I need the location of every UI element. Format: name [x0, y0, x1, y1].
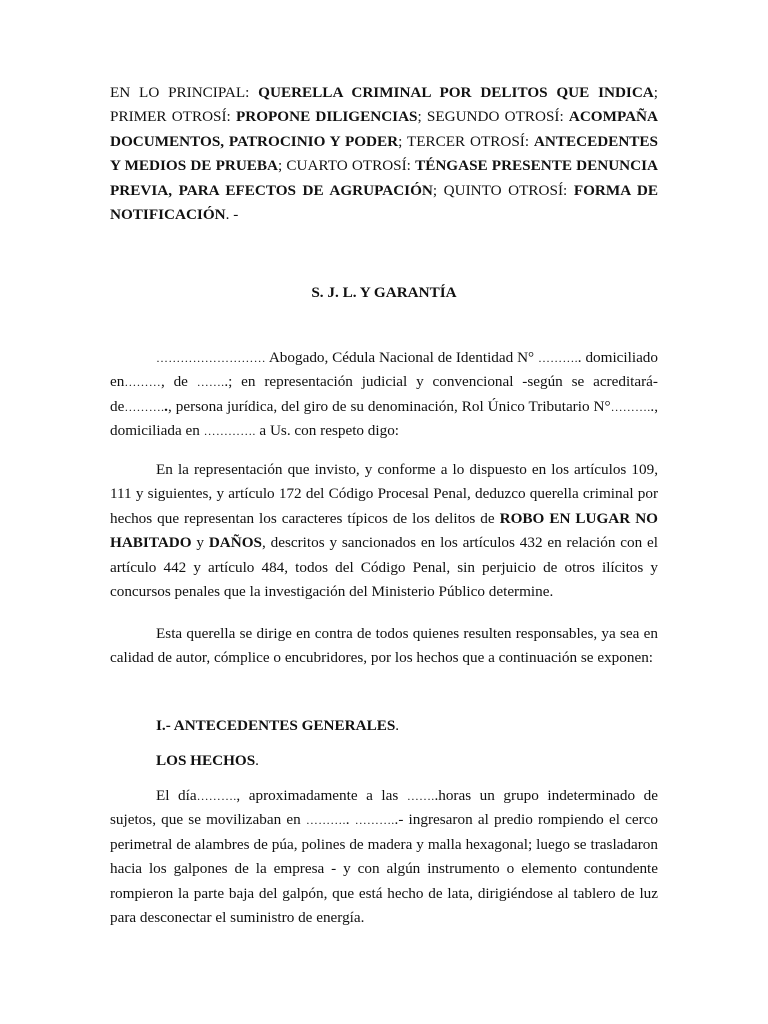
- summa-run: FORMA DE NOTIFICACIÓN: [110, 181, 659, 224]
- heading2-run: .: [255, 752, 259, 769]
- intro-run: …….: [196, 375, 225, 390]
- intro-run: ……….: [537, 351, 578, 365]
- summa-run: ACOMPAÑA DOCUMENTOS, PATROCINIO Y PODER: [110, 108, 658, 150]
- para4-run: El día: [156, 787, 197, 804]
- intro-run: a Us. con respeto digo:: [255, 422, 400, 440]
- para2-run: En la representación que invisto, y conforme a lo dispuesto en los artículos 109, 111 y siguientes, y artículo 172 del Código Procesal Penal, deduzco querella criminal por hechos que representan los caracteres típicos de los delitos de: [110, 461, 658, 527]
- section-heading-antecedentes: [110, 714, 658, 738]
- para2-run: DAÑOS: [208, 534, 262, 552]
- summa-run: ; TERCER OTROSÍ:: [398, 132, 534, 150]
- para4-run: …….: [406, 789, 435, 803]
- legal-basis-paragraph: [110, 458, 658, 604]
- intro-run: , persona jurídica, del giro de su denominación, Rol Único Tributario N°: [167, 397, 611, 415]
- intro-run: ………….: [203, 424, 256, 439]
- intro-paragraph: [110, 346, 658, 444]
- para2-run: , descritos y sancionados en los artículos 432 en relación con el artículo 442 y artículo 484, todos del Código Penal, sin perjuicio de otros ilícitos y concursos penales que la investigación del Ministerio Público determine.: [110, 534, 658, 601]
- para4-run: ……….: [354, 813, 395, 828]
- intro-run: ………: [124, 375, 161, 390]
- para4-run: .: [345, 811, 355, 829]
- document-summa: [110, 81, 658, 227]
- intro-run: ., domiciliada en: [110, 397, 658, 440]
- summa-run: ; PRIMER OTROSÍ:: [110, 84, 658, 126]
- summa-run: PROPONE DILIGENCIAS: [235, 108, 418, 126]
- intro-run: .; en representación judicial y convencional -según se acreditará- de: [110, 373, 658, 415]
- para4-run: ……….: [305, 813, 346, 828]
- heading2-run: LOS HECHOS: [156, 752, 256, 769]
- summa-run: . -: [225, 206, 239, 224]
- summa-run: ANTECEDENTES Y MEDIOS DE PRUEBA: [110, 132, 658, 175]
- intro-run: ……….: [124, 399, 165, 414]
- heading1-run: I.- ANTECEDENTES GENERALES: [156, 717, 396, 734]
- summa-run: ; CUARTO OTROSÍ:: [278, 157, 416, 175]
- facts-paragraph: [110, 784, 658, 930]
- para4-run: .horas un grupo indeterminado de sujetos, que se movilizaban en: [110, 787, 658, 829]
- intro-run: ……….: [610, 399, 651, 414]
- para2-run: y: [191, 534, 209, 552]
- court-heading: S. J. L. Y GARANTÍA: [311, 284, 457, 301]
- summa-run: EN LO PRINCIPAL:: [110, 84, 259, 101]
- intro-run: Abogado, Cédula Nacional de Identidad N°: [265, 349, 538, 366]
- heading1-run: .: [395, 717, 400, 734]
- intro-run: . domiciliado en: [110, 349, 658, 391]
- para3-run: Esta querella se dirige en contra de todos quienes resulten responsables, ya sea en calidad de autor, cómplice o encubridores, por los hechos que a continuación se exponen:: [110, 625, 658, 667]
- intro-run: , de: [160, 373, 197, 391]
- para4-run: .- ingresaron al predio rompiendo el cerco perimetral de alambres de púa, polines de madera y malla hexagonal; luego se trasladaron hacia los galpones de la empresa - y con algún instrumento o elemento contundente rompieron la parte baja del galpón, que está hecho de lata, dirigiéndose al tablero de luz para desconectar el suministro de energía.: [110, 811, 658, 927]
- para4-run: ……….: [196, 789, 237, 803]
- defendants-paragraph: [110, 622, 658, 671]
- para4-run: , aproximadamente a las: [236, 787, 407, 804]
- summa-run: QUERELLA CRIMINAL POR DELITOS QUE INDICA: [258, 84, 654, 101]
- intro-run: ………………………: [156, 351, 266, 365]
- summa-run: ; QUINTO OTROSÍ:: [432, 181, 574, 199]
- summa-run: TÉNGASE PRESENTE DENUNCIA PREVIA, PARA EFECTOS DE AGRUPACIÓN: [110, 157, 658, 199]
- para2-run: ROBO EN LUGAR NO HABITADO: [110, 509, 658, 552]
- intro-run: .: [164, 397, 168, 415]
- summa-run: ; SEGUNDO OTROSÍ:: [417, 108, 569, 126]
- section-heading-hechos: [110, 749, 658, 773]
